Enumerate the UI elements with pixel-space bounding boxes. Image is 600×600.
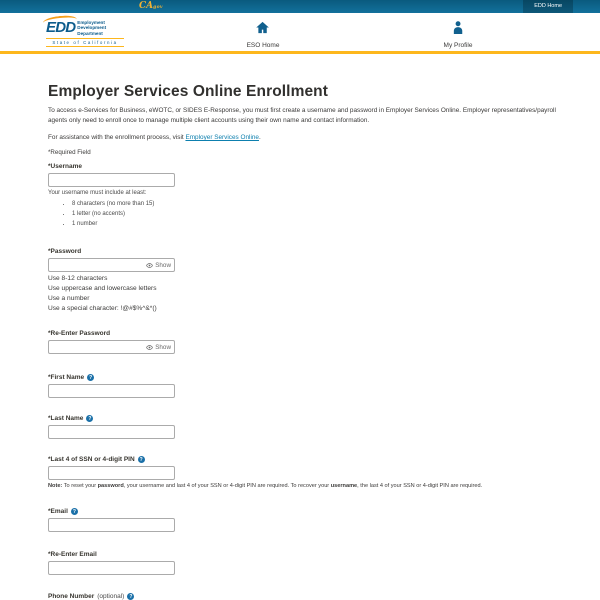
help-icon[interactable]: ? (129, 593, 133, 600)
password-rule-item: Use a special character: !@#$%^&*() (48, 305, 157, 312)
utility-bar (0, 0, 600, 13)
first-name-input[interactable] (49, 385, 174, 397)
page-title: Employer Services Online Enrollment (48, 83, 329, 100)
phone-optional-text: (optional) (97, 593, 125, 600)
email-input[interactable] (49, 519, 174, 531)
assistance-prefix: For assistance with the enrollment process, visit (48, 134, 186, 141)
nav-eso-home-label: ESO Home (246, 42, 280, 49)
ssn-pin-inputbox (48, 466, 175, 480)
reenter-email-group (48, 551, 560, 575)
required-field-note: *Required Field (48, 149, 91, 156)
assistance-suffix: . (258, 134, 261, 141)
reset-recovery-note (48, 483, 564, 489)
reenter-password-label: *Re-Enter Password (48, 330, 111, 337)
reenter-email-label (48, 551, 560, 558)
phone-label (48, 593, 560, 600)
username-rule-item: • 1 letter (no accents) (72, 211, 560, 217)
edd-logo-line2: Development (77, 25, 107, 31)
edd-logo-wordmark: EDD (46, 19, 76, 36)
reenter-password-group (48, 330, 560, 354)
username-rule-item: • 8 characters (no more than 15) (72, 201, 560, 207)
edd-logo-state-text: State of California (46, 38, 124, 47)
edd-home-link[interactable]: EDD Home (523, 0, 573, 13)
ssn-pin-group (48, 456, 560, 489)
password-show-button[interactable] (143, 262, 174, 269)
last-name-label (48, 415, 560, 422)
password-inputbox (48, 258, 175, 272)
assistance-line (48, 134, 560, 141)
edd-logo-line1: Employment (77, 20, 105, 25)
help-icon[interactable]: ? (139, 456, 143, 463)
edd-logo-department-text (77, 20, 106, 36)
last-name-group (48, 415, 560, 439)
username-rules-list (72, 201, 560, 227)
ca-gov-logo[interactable] (139, 0, 163, 14)
last-name-label-text: *Last Name (48, 415, 84, 422)
reenter-email-label-text: *Re-Enter Email (48, 551, 97, 558)
password-show-label: Show (155, 261, 171, 269)
password-input[interactable] (49, 259, 143, 271)
email-label (48, 508, 560, 515)
phone-label-text: Phone Number (48, 593, 95, 600)
edd-logo-line3: Department (77, 30, 103, 36)
first-name-group (48, 374, 560, 398)
email-label-text: *Email (48, 508, 68, 515)
nav-my-profile[interactable] (444, 21, 473, 49)
first-name-label (48, 374, 560, 381)
note-text: , the last 4 of your SSN or 4-digit PIN are required. (357, 483, 483, 489)
help-icon[interactable]: ? (88, 415, 92, 422)
phone-group (48, 593, 560, 600)
eye-icon (146, 345, 153, 350)
password-rule-item: Use uppercase and lowercase letters (48, 285, 157, 292)
ssn-pin-label-text: *Last 4 of SSN or 4-digit PIN (48, 456, 135, 463)
ssn-pin-label (48, 456, 560, 463)
password-rules (48, 275, 560, 312)
reenter-email-input[interactable] (49, 562, 174, 574)
username-rule-item: • 1 number (72, 221, 560, 227)
main-content (0, 54, 600, 600)
email-group (48, 508, 560, 532)
reenter-password-show-button[interactable] (143, 344, 174, 351)
reenter-password-input[interactable] (49, 341, 143, 353)
help-icon[interactable]: ? (89, 374, 93, 381)
reenter-password-inputbox (48, 340, 175, 354)
username-inputbox (48, 173, 175, 187)
email-inputbox (48, 518, 175, 532)
password-rule-item: Use 8-12 characters (48, 275, 108, 282)
ca-gov-logo-gov: gov (153, 5, 163, 10)
username-label: *Username (48, 163, 82, 170)
username-hint-title: Your username must include at least: (48, 190, 147, 196)
last-name-input[interactable] (49, 426, 174, 438)
edd-logo[interactable] (46, 20, 124, 47)
password-label: *Password (48, 248, 82, 255)
last-name-inputbox (48, 425, 175, 439)
first-name-inputbox (48, 384, 175, 398)
reenter-email-inputbox (48, 561, 175, 575)
password-group (48, 248, 560, 312)
first-name-label-text: *First Name (48, 374, 85, 381)
eye-icon (146, 263, 153, 268)
person-icon (453, 21, 464, 34)
username-input[interactable] (49, 174, 174, 186)
home-icon (256, 21, 270, 34)
note-text: To reset your (62, 483, 98, 489)
site-header (0, 13, 600, 54)
employer-services-online-link[interactable]: Employer Services Online (185, 134, 259, 141)
username-group (48, 163, 560, 227)
nav-eso-home[interactable] (247, 21, 280, 49)
intro-paragraph: To access e-Services for Business, eWOTC, or SIDES E-Response, you must first create a username and password in Employer Services Online. Employer representatives/payroll agents only need to enroll once to manage multiple client accounts using their own name and contact information. (48, 107, 556, 124)
ca-gov-logo-ca: CA (139, 1, 154, 11)
note-bold: username (330, 483, 358, 489)
reenter-password-show-label: Show (155, 343, 171, 351)
help-icon[interactable]: ? (72, 508, 76, 515)
ssn-pin-input[interactable] (49, 467, 174, 479)
note-text: , your username and last 4 of your SSN or 4-digit PIN are required. To recover your (123, 483, 331, 489)
note-bold: Note: (48, 483, 63, 489)
note-bold: password (97, 483, 124, 489)
password-rule-item: Use a number (48, 295, 90, 302)
nav-my-profile-label: My Profile (443, 42, 473, 49)
